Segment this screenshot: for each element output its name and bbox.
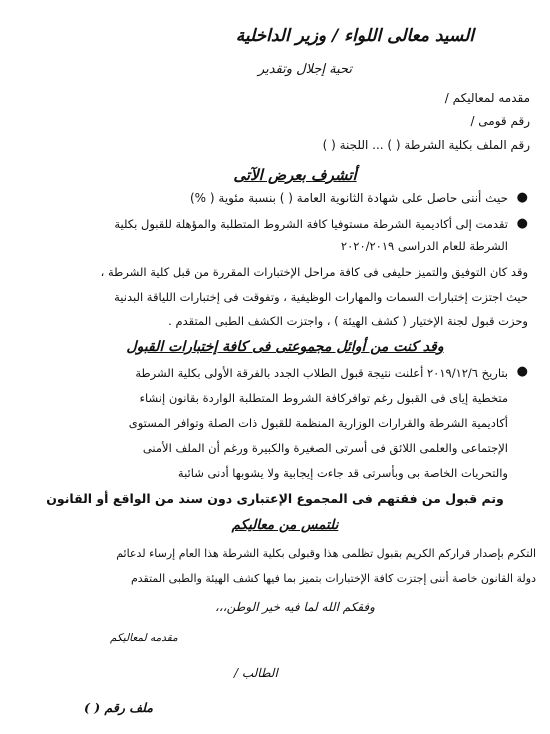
bullet2-line1: بتاريخ ٢٠١٩/١٢/٦ أعلنت نتيجة قبول الطلاب الجدد بالفرقة الأولى بكلية الشرطة <box>135 366 508 380</box>
para1-line2: حيث اجتزت إختبارات السمات والمهارات الوظيفية ، وتفوقت فى إختبارات اللياقة البدنية <box>114 290 528 304</box>
file-number-field: رقم الملف بكلية الشرطة ( ) ... اللجنة ( ) <box>322 138 530 152</box>
bullet2-line3: أكاديمية الشرطة والقرارات الوزارية المنظمة للقبول ذات الصلة وتوافر المستوى <box>128 416 508 430</box>
heading-request: نلتمس من معاليكم <box>231 517 339 533</box>
bullet-certificate: حيث أننى حاصل على شهادة الثانوية العامة ( ) بنسبة مئوية ( %) <box>190 191 508 205</box>
heading-accepted-others: وتم قبول من فقتهم فى المجموع الإعتبارى دون سند من الواقع أو القانون <box>46 491 504 506</box>
addressee: السيد معالى اللواء / وزير الداخلية <box>235 26 474 46</box>
heading-present: أتشرف بعرض الآتى <box>233 166 357 184</box>
bullet2-line4: الإجتماعى والعلمى اللائق فى أسرتى الصغيرة والكبيرة ورغم أن الملف الأمنى <box>142 441 508 455</box>
submitted-to-field: مقدمه لمعاليكم / <box>444 91 530 105</box>
para1-line3: وحزت قبول لجنة الإختيار ( كشف الهيئة ) ، واجتزت الكشف الطبى المتقدم . <box>168 314 528 328</box>
national-id-field: رقم قومى / <box>470 114 530 128</box>
bullet2-line5: والتحريات الخاصة بى وبأسرتى قد جاءت إيجابية ولا يشوبها أدنى شائبة <box>177 466 508 480</box>
para1-line1: وقد كان التوفيق والتميز حليفى فى كافة مراحل الإختبارات المقررة من قبل كلية الشرطة ، <box>100 265 528 279</box>
bullet-marker: ● <box>516 190 528 205</box>
closing-line: وفقكم الله لما فيه خير الوطن،،، <box>215 600 375 614</box>
signature-submitted-by: مقدمه لمعاليكم <box>110 632 178 644</box>
bullet-applied-cont: الشرطة للعام الدراسى ٢٠٢٠/٢٠١٩ <box>340 239 508 253</box>
para2-line2: دولة القانون خاصة أننى إجتزت كافة الإختبارات بتميز بما فيها كشف الهيئة والطبى المتقدم <box>130 572 536 585</box>
greeting: تحية إجلال وتقدير <box>257 62 353 77</box>
signature-file-number: ملف رقم ( ) <box>84 700 153 715</box>
bullet2-line2: متخطية إياى فى القبول رغم توافركافة الشروط المتطلبة الواردة بقانون إنشاء <box>139 391 508 405</box>
heading-top-of-group: وقد كنت من أوائل مجموعتى فى كافة إختبارات القبول <box>126 339 444 355</box>
bullet-applied: تقدمت إلى أكاديمية الشرطة مستوفيا كافة الشروط المتطلبة والمؤهلة للقبول بكلية <box>114 217 508 231</box>
signature-student: الطالب / <box>234 666 278 680</box>
bullet-marker: ● <box>516 364 528 379</box>
bullet-marker: ● <box>516 216 528 231</box>
para2-line1: التكرم بإصدار قراركم الكريم بقبول تظلمى هذا وقبولى بكلية الشرطة هذا العام إرساء لدعائم <box>116 547 536 560</box>
